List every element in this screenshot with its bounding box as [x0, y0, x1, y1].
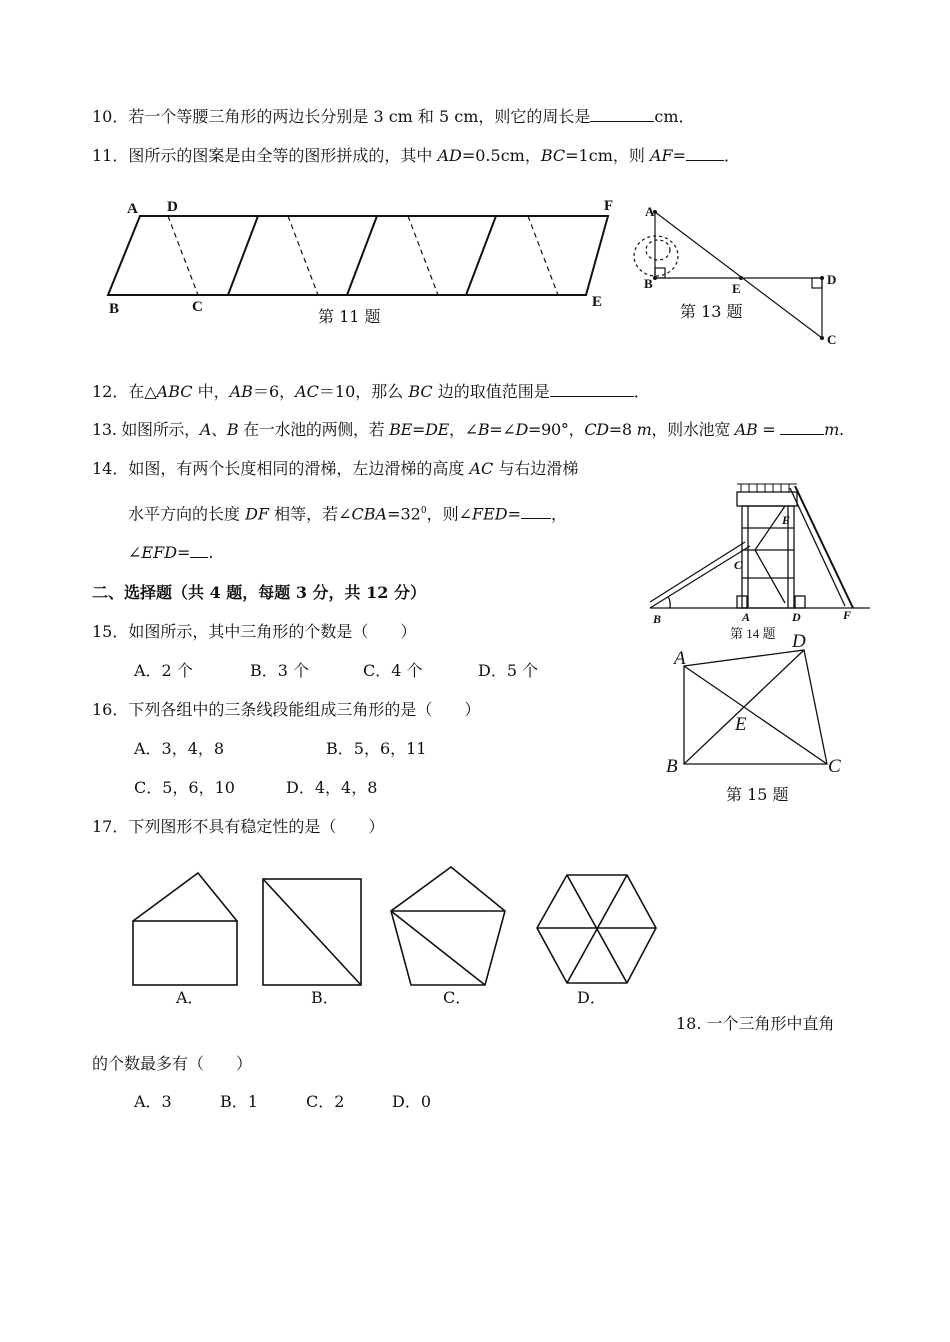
q15-option-c[interactable]: C．4 个 [363, 661, 423, 680]
fig13-point-c [820, 336, 824, 340]
q12-text: 12．在△ [92, 382, 157, 401]
question-18-continued: 的个数最多有（ ） [92, 1054, 253, 1073]
figure-13 [632, 200, 852, 350]
q16-option-c[interactable]: C．5，6，10 [134, 778, 235, 797]
q17-figure-b-diagonal [263, 879, 361, 985]
q18-option-c[interactable]: C．2 [306, 1092, 345, 1111]
question-14-line-3 [128, 542, 214, 564]
q13-cd: CD [584, 420, 609, 439]
q11-blank [686, 146, 724, 161]
q13-text: 在一水池的两侧，若 [238, 420, 390, 439]
q13-text: = [757, 420, 781, 439]
q14-blank-fed [521, 504, 551, 519]
fig11-label-D: D [167, 199, 178, 215]
q15-option-b[interactable]: B．3 个 [250, 661, 310, 680]
q11-ad-val: =0.5cm， [461, 146, 541, 165]
q13-unit: m [636, 420, 652, 439]
fig15-label-C: C [828, 756, 841, 777]
fig11-label-E: E [592, 294, 603, 310]
fig14-label-D: D [792, 610, 801, 624]
fig14-angle-arc [668, 596, 670, 608]
fig13-point-d [820, 276, 824, 280]
q11-text: 11．图所示的图案是由全等的图形拼成的，其中 [92, 146, 438, 165]
fig11-dashed [528, 216, 558, 295]
fig13-label-B: B [644, 276, 653, 291]
fig15-diagonal-bd [684, 650, 804, 764]
fig11-label-F: F [604, 198, 614, 214]
q12-ac: AC [295, 382, 319, 401]
q11-af-val: = [672, 146, 687, 165]
q14-fed: FED [472, 504, 508, 524]
question-10 [92, 106, 695, 128]
question-18-start: 18. 一个三角形中直角 [676, 1014, 835, 1033]
fig13-pond [634, 236, 678, 276]
q14-efd: EFD [141, 543, 178, 562]
q13-blank [780, 420, 824, 435]
q17-figure-c-diagonal [391, 911, 485, 985]
q11-ad: AD [437, 146, 462, 165]
question-14-line-2 [128, 500, 567, 525]
fig14-label-A: A [742, 610, 751, 624]
q17-option-a[interactable]: A． [176, 988, 204, 1007]
q13-text: =90°， [528, 420, 585, 439]
q11-af: AF [649, 146, 673, 165]
q14-sup: 0 [420, 506, 427, 516]
question-11 [92, 145, 740, 167]
q12-bc: BC [408, 382, 433, 401]
q10-text: 10．若一个等腰三角形的两边长分别是 3 cm 和 5 cm，则它的周长是 [92, 107, 591, 126]
section-2-heading: 二、选择题（共 4 题，每题 3 分，共 12 分） [92, 583, 426, 602]
fig15-caption: 第 15 题 [726, 785, 789, 804]
q14-text: . [208, 543, 214, 562]
q17-option-d[interactable]: D． [577, 988, 606, 1007]
q14-text: 相等，若∠ [269, 504, 352, 524]
q17-option-b[interactable]: B． [311, 988, 339, 1007]
fig15-diagonal-ac [684, 666, 827, 764]
fig11-divider [347, 216, 377, 295]
q14-df: DF [245, 504, 270, 524]
q12-text: ＝6， [252, 382, 296, 401]
q13-text: ，则水池宽 [651, 420, 735, 439]
figure-15 [662, 628, 852, 778]
fig11-label-A: A [127, 201, 138, 217]
q13-bede: BE=DE [389, 420, 450, 439]
q11-bc: BC [540, 146, 566, 165]
q13-ab: AB [734, 420, 758, 439]
fig13-caption: 第 13 题 [680, 302, 743, 321]
q12-end: ． [633, 382, 650, 401]
q12-ab: AB [229, 382, 253, 401]
fig11-divider [466, 216, 496, 295]
q17-figure-a-rect [133, 921, 237, 985]
q14-blank-efd [190, 543, 208, 558]
fig14-label-C: C [734, 558, 743, 572]
fig14-tower-top [737, 492, 797, 506]
q16-option-b[interactable]: B．5，6，11 [326, 739, 427, 758]
question-17: 17．下列图形不具有稳定性的是（ ） [92, 817, 385, 836]
fig11-dashed [408, 216, 438, 295]
q17-figure-a-roof [133, 873, 237, 921]
fig14-right-angle-d [795, 596, 805, 608]
fig13-pond-inner [646, 240, 670, 260]
q14-text: = [507, 504, 522, 524]
q17-option-c[interactable]: C． [443, 988, 472, 1007]
q14-ac: AC [469, 459, 494, 478]
fig11-dashed [168, 216, 198, 295]
question-16: 16．下列各组中的三条线段能组成三角形的是（ ） [92, 700, 481, 719]
q16-option-d[interactable]: D．4，4，8 [286, 778, 378, 797]
fig13-point-e [739, 276, 743, 280]
q18-option-b[interactable]: B．1 [220, 1092, 258, 1111]
q12-text: 边的取值范围是 [432, 382, 550, 401]
q15-option-a[interactable]: A．2 个 [134, 661, 193, 680]
fig14-label-E: E [782, 513, 791, 527]
fig14-caption: 第 14 题 [730, 626, 776, 641]
q10-blank [590, 107, 654, 122]
q14-text: ∠ [128, 543, 142, 562]
q18-option-d[interactable]: D．0 [392, 1092, 432, 1111]
q10-unit: cm． [654, 107, 695, 126]
fig13-label-A: A [645, 204, 655, 219]
q17-figures [125, 865, 665, 995]
q14-text: 与右边滑梯 [493, 459, 579, 478]
q13-b: B [226, 420, 239, 439]
fig11-dashed [288, 216, 318, 295]
q14-text: 14．如图，有两个长度相同的滑梯，左边滑梯的高度 [92, 459, 470, 478]
q16-option-a[interactable]: A．3，4，8 [134, 739, 225, 758]
q12-text: 中， [192, 382, 230, 401]
q13-end: . [839, 420, 844, 439]
q18-option-a[interactable]: A．3 [134, 1092, 172, 1111]
fig15-label-D: D [792, 631, 806, 652]
fig13-point-b [653, 276, 657, 280]
q14-text: ， [551, 504, 568, 524]
q12-blank [550, 382, 634, 397]
fig15-label-B: B [666, 756, 678, 777]
question-15: 15．如图所示，其中三角形的个数是（ ） [92, 622, 417, 641]
q13-text: =8 [608, 420, 637, 439]
question-14-line-1 [92, 458, 578, 480]
fig13-right-angle-d [812, 278, 822, 288]
fig14-right-slide-edge [790, 488, 845, 606]
q14-text: ，则∠ [426, 504, 473, 524]
q12-abc: ABC [156, 382, 193, 401]
fig15-label-A: A [674, 648, 686, 669]
q15-option-d[interactable]: D．5 个 [478, 661, 539, 680]
q13-text: ，∠ [449, 420, 478, 439]
question-13 [92, 419, 844, 441]
fig15-label-E: E [735, 714, 747, 735]
q12-text: ＝10，那么 [318, 382, 409, 401]
question-12 [92, 381, 650, 403]
fig11-caption: 第 11 题 [318, 307, 381, 326]
fig14-right-slide [795, 486, 853, 608]
fig11-divider [228, 216, 258, 295]
fig11-label-B: B [109, 301, 120, 317]
fig13-label-D: D [827, 272, 837, 287]
fig14-label-F: F [843, 608, 852, 622]
q13-text: 13. 如图所示， [92, 420, 200, 439]
q13-sep: 、 [211, 420, 227, 439]
q11-bc-val: =1cm，则 [565, 146, 650, 165]
fig14-left-slide [650, 546, 750, 608]
q13-a: A [199, 420, 212, 439]
q14-cba: CBA [351, 504, 388, 524]
fig13-label-E: E [732, 281, 741, 296]
fig14-ladder [755, 550, 785, 603]
q17-figure-c-pentagon [391, 867, 505, 985]
q14-text: = [177, 543, 191, 562]
q14-text: =32 [387, 504, 421, 524]
fig14-left-slide-edge [650, 542, 745, 602]
fig13-label-C: C [827, 332, 837, 347]
q14-text: 水平方向的长度 [128, 504, 246, 524]
fig14-label-B: B [653, 612, 662, 626]
q13-unit: m [824, 420, 840, 439]
q11-end: ． [724, 146, 741, 165]
fig15-quadrilateral [684, 650, 827, 764]
q13-bd: B=∠D [477, 420, 529, 439]
figure-14 [645, 478, 875, 641]
fig11-label-C: C [192, 299, 203, 315]
